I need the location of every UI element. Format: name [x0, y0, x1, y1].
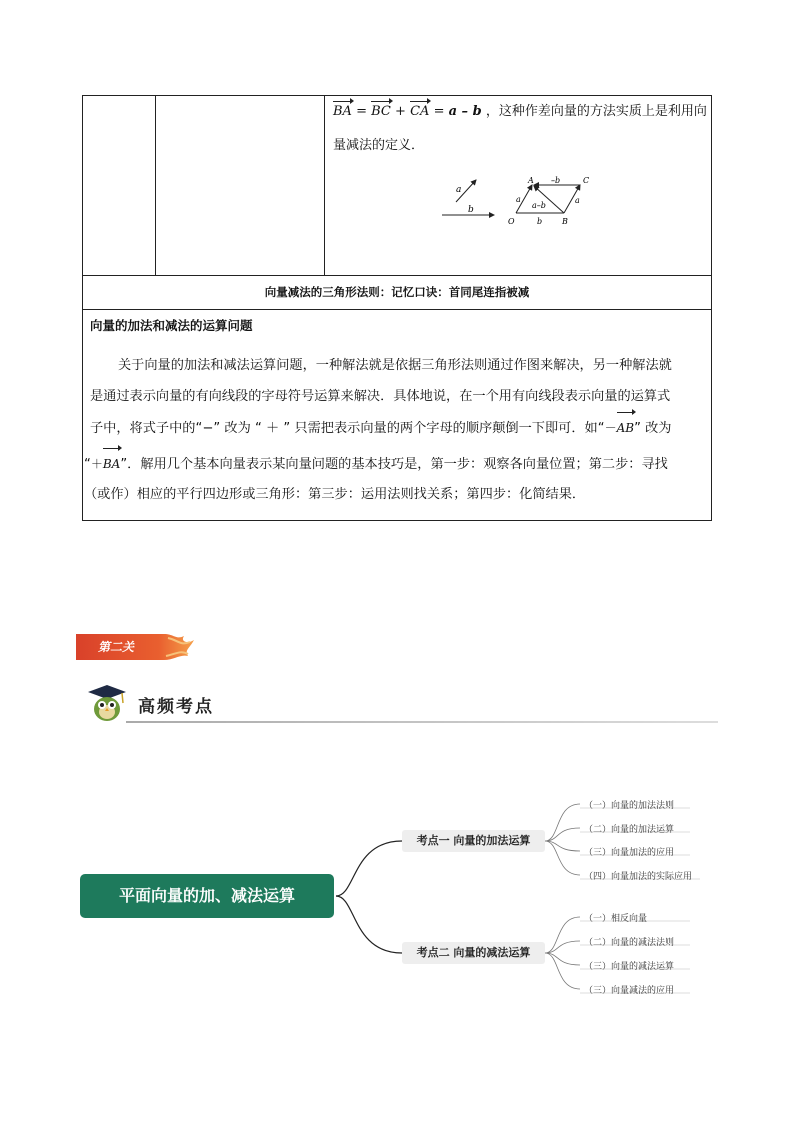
vector-a-label: a [456, 185, 462, 195]
formula-description-line2: 量减法的定义． [333, 138, 425, 153]
level-banner [76, 630, 196, 664]
subtraction-rule-row: 向量减法的三角形法则：记忆口诀：首同尾连指被减 [264, 285, 530, 299]
table-border-right [711, 95, 712, 521]
table-border-bottom [82, 520, 712, 521]
heading-underline [126, 721, 718, 723]
point-A: A [528, 176, 534, 185]
table-border-left [82, 95, 83, 521]
leaf-addition-4: （四）向量加法的实际应用 [584, 872, 693, 882]
banner-label: 第二关 [98, 640, 135, 654]
label-a-minus-b: a–b [532, 201, 546, 210]
vector-b-label: b [468, 205, 474, 215]
leaf-subtraction-1: （一）相反向量 [584, 914, 648, 924]
vector-AB: AB [617, 415, 634, 441]
paragraph-line-1: 关于向量的加法和减法运算问题，一种解法就是依据三角形法则通过作图来解决，另一种解法就 [118, 358, 672, 373]
label-side-a-right: a [575, 196, 580, 205]
label-neg-b: –b [551, 176, 561, 185]
paragraph-line-4: “＋BA”．解用几个基本向量表示某向量问题的基本技巧是，第一步：观察各向量位置；第二步：寻找 [84, 451, 668, 478]
paragraph-line-2: 是通过表示向量的有向线段的字母符号运算来解决．具体地说，在一个用有向线段表示向量的运算式 [90, 389, 671, 404]
leaf-subtraction-3: （三）向量的减法运算 [584, 962, 675, 972]
formula-description: ，这种作差向量的方法实质上是利用向 [485, 104, 707, 119]
point-B: B [562, 217, 568, 226]
table-col-divider-1 [155, 95, 156, 275]
formula-line: BA = BC + CA = a – b ，这种作差向量的方法实质上是利用向 [333, 104, 707, 119]
table-border-top [82, 95, 712, 96]
vector-subtraction-figure [436, 172, 606, 230]
leaf-subtraction-4: （三）向量减法的应用 [584, 986, 675, 996]
leaf-addition-1: （一）向量的加法法则 [584, 801, 675, 811]
paragraph-line-3: 子中，将式子中的“−” 改为 “ ＋ ” 只需把表示向量的两个字母的顺序颠倒一下即可．如“－AB” 改为 [90, 415, 671, 442]
leaf-addition-3: （三）向量加法的应用 [584, 848, 675, 858]
label-side-a-left: a [516, 195, 521, 204]
branch-subtraction: 考点二 向量的减法运算 [402, 942, 545, 964]
owl-graduate-icon [86, 683, 128, 723]
heading-title: 高频考点 [138, 697, 214, 717]
paragraph-line-5: （或作）相应的平行四边形或三角形：第三步：运用法则找关系；第四步：化简结果． [84, 487, 586, 502]
vector-CA: CA [410, 104, 430, 119]
section-heading [86, 683, 718, 727]
table-row-divider-2 [82, 309, 712, 310]
leaf-addition-2: （二）向量的加法运算 [584, 825, 675, 835]
table-col-divider-2 [324, 95, 325, 275]
vector-BA: BA [333, 104, 352, 119]
formula-result: a – b [448, 104, 482, 119]
leaf-subtraction-2: （二）向量的减法法则 [584, 938, 675, 948]
point-O: O [508, 217, 515, 226]
vector-BC: BC [371, 104, 391, 119]
point-C: C [583, 176, 590, 185]
section-title: 向量的加法和减法的运算问题 [90, 318, 253, 333]
table-row-divider-1 [82, 275, 712, 276]
branch-addition: 考点一 向量的加法运算 [402, 830, 545, 852]
banner-flame-shape [76, 630, 196, 664]
label-bottom-b: b [537, 217, 543, 226]
mind-map-root: 平面向量的加、减法运算 [80, 874, 334, 918]
vector-BA-inline: BA [103, 451, 120, 477]
